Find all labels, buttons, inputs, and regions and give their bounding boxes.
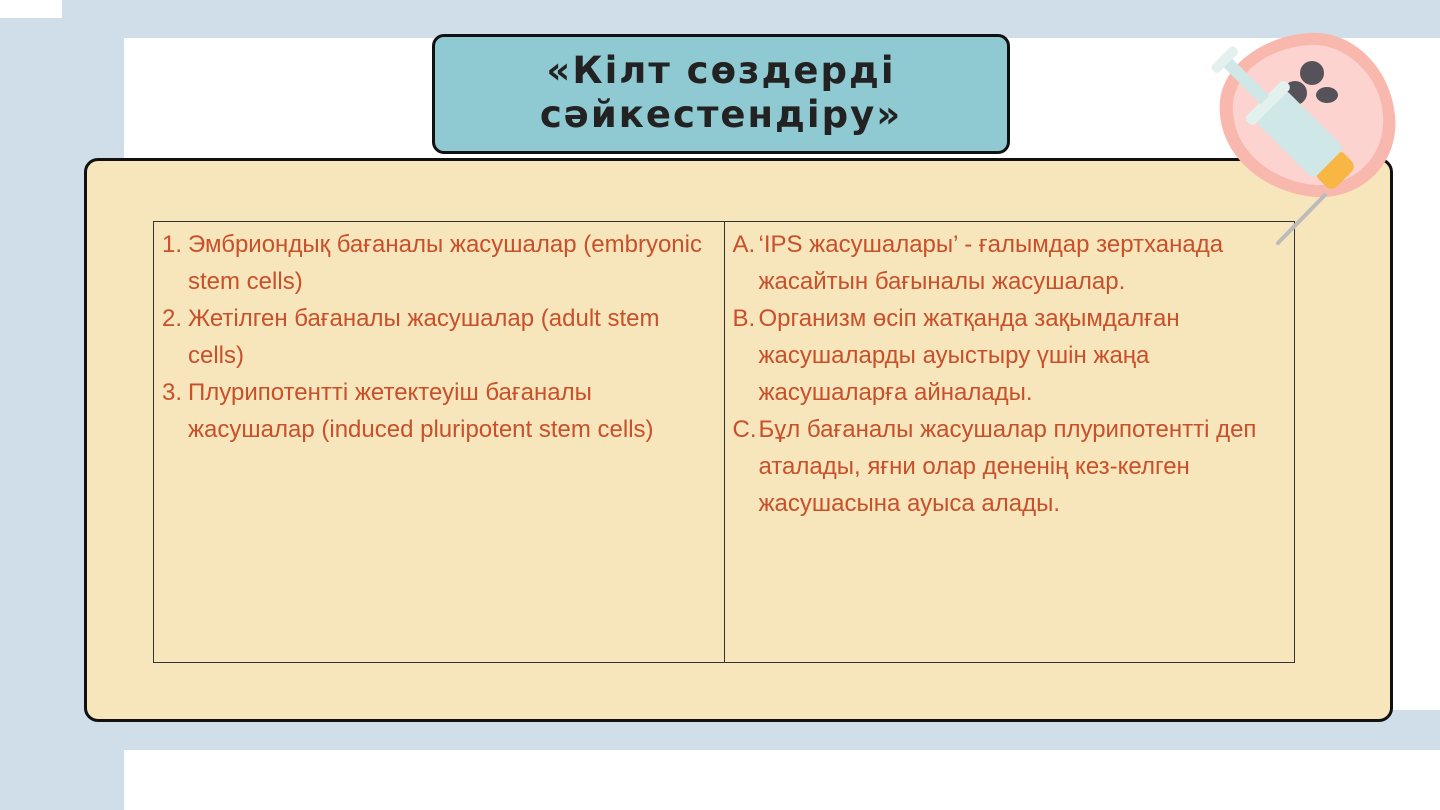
item-marker: 3. (162, 379, 183, 406)
item-marker: B. (732, 305, 756, 332)
cell-syringe-icon (1200, 25, 1440, 255)
item-text: Плурипотентті жетектеуіш бағаналы жасушалар (induced pluripotent stem cells) (188, 379, 654, 443)
list-item (733, 411, 1287, 522)
list-item (162, 300, 716, 374)
item-marker: C. (732, 416, 757, 443)
list-item (162, 226, 716, 300)
item-text: Организм өсіп жатқанда зақымдалған жасушаларды ауыстыру үшін жаңа жасушаларға айналады. (758, 305, 1180, 406)
terms-column (154, 222, 724, 662)
item-text: ‘IPS жасушалары’ - ғалымдар зертханада жасайтын бағыналы жасушалар. (758, 231, 1224, 295)
item-text: Жетілген бағаналы жасушалар (adult stem cells) (188, 305, 660, 369)
definitions-column (724, 222, 1295, 662)
item-marker: A. (732, 231, 756, 258)
matching-table (153, 221, 1295, 663)
item-marker: 1. (162, 231, 183, 258)
list-item (162, 374, 716, 448)
item-text: Бұл бағаналы жасушалар плурипотентті деп аталады, яғни олар дененің кез-келген жасушасына ауыса алады. (758, 416, 1257, 517)
item-text: Эмбриондық бағаналы жасушалар (embryonic stem cells) (188, 231, 702, 295)
list-item (733, 300, 1287, 411)
page-title: «Кілт сөздерді сәйкестендіру» (432, 34, 1010, 154)
item-marker: 2. (162, 305, 183, 332)
